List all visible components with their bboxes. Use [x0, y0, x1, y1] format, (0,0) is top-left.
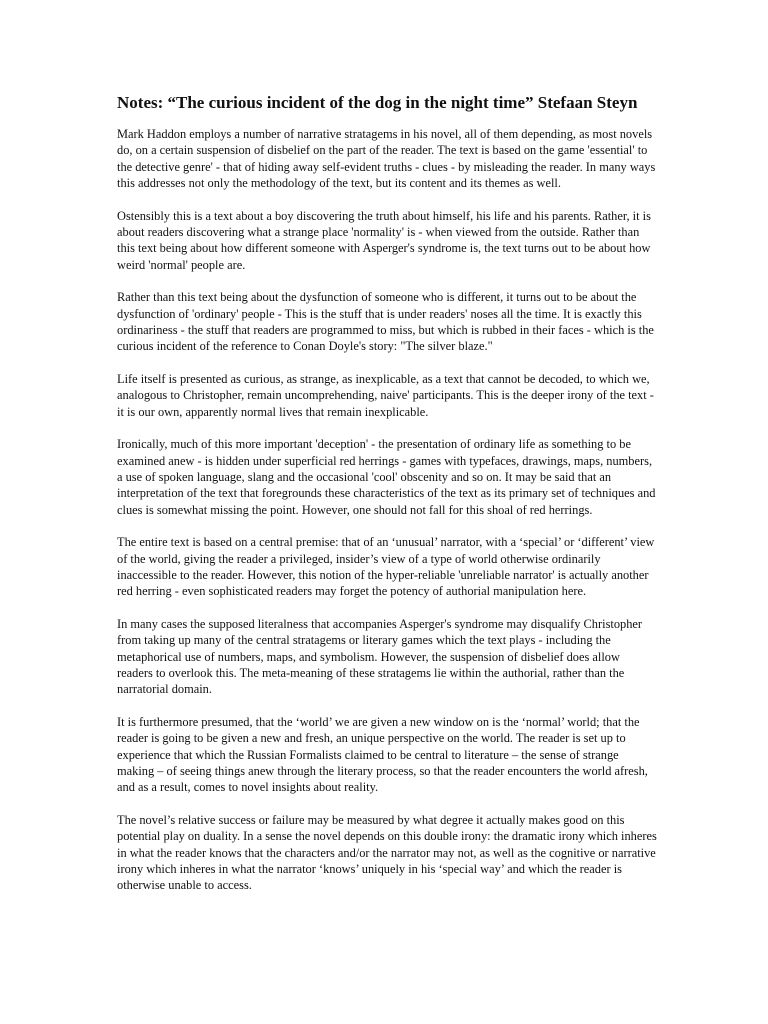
document-title: Notes: “The curious incident of the dog in the night time” Stefaan Steyn — [117, 93, 638, 112]
paragraph-8: It is furthermore presumed, that the ‘world’ we are given a new window on is the ‘normal’ world; that the reader is going to be given a new and fresh, an unique perspective on the world. The reader is set up to experience that which the Russian Formalists claimed to be central to literature – the sense of strange making – of seeing things anew through the literary process, so that the reader encounters the world afresh, and as a result, comes to novel insights about reality. — [117, 714, 648, 795]
paragraph-6: The entire text is based on a central premise: that of an ‘unusual’ narrator, with a ‘special’ or ‘different’ view of the world, giving the reader a privileged, insider’s view of a type of world otherwise ordinarily inaccessible to the reader. However, this notion of the hyper-reliable 'unreliable narrator' is actually another red herring - even sophisticated readers may forget the potency of authorial manipulation here. — [117, 535, 655, 599]
paragraph-4: Life itself is presented as curious, as strange, as inexplicable, as a text that cannot be decoded, to which we, analogous to Christopher, remain uncomprehending, naive' participants. This is the deeper irony of the text - it is our own, apparently normal lives that remain inexplicable. — [117, 371, 654, 419]
paragraph-1: Mark Haddon employs a number of narrative stratagems in his novel, all of them depending, as most novels do, on a certain suspension of disbelief on the part of the reader. The text is based on the game 'essential' to the detective genre' - that of hiding away self-evident truths - clues - by misleading the reader. In many ways this addresses not only the methodology of the text, but its content and its themes as well. — [117, 127, 656, 191]
paragraph-2: Ostensibly this is a text about a boy discovering the truth about himself, his life and his parents. Rather, it is about readers discovering what a strange place 'normality' is - when viewed from the outside. Rather than this text being about how different someone with Asperger's syndrome is, the text turns out to be about how weird 'normal' people are. — [117, 208, 651, 272]
paragraph-9: The novel’s relative success or failure may be measured by what degree it actually makes good on this potential play on duality. In a sense the novel depends on this double irony: the dramatic irony which inheres in what the reader knows that the characters and/or the narrator may not, as well as the cognitive or narrative irony which inheres in what the narrator ‘knows’ uniquely in his ‘special way’ and which the reader is otherwise unable to access. — [117, 812, 657, 893]
paragraph-3: Rather than this text being about the dysfunction of someone who is different, it turns out to be about the dysfunction of 'ordinary' people - This is the stuff that is under readers' noses all the time. It is exactly this ordinariness - the stuff that readers are programmed to miss, but which is rubbed in their faces - which is the curious incident of the reference to Conan Doyle's story: "The silver blaze." — [117, 290, 654, 354]
document-page — [117, 92, 657, 910]
paragraph-5: Ironically, much of this more important 'deception' - the presentation of ordinary life as something to be examined anew - is hidden under superficial red herrings - games with typefaces, drawings, maps, numbers, a use of spoken language, slang and the occasional 'cool' obscenity and so on. It may be said that an interpretation of the text that foregrounds these characteristics of the text as its primary set of techniques and clues is somewhat missing the point. However, one should not fall for this shoal of red herrings. — [117, 437, 656, 517]
paragraph-7: In many cases the supposed literalness that accompanies Asperger's syndrome may disqualify Christopher from taking up many of the central stratagems or literary games which the text plays - including the metaphorical use of numbers, maps, and symbolism. However, the suspension of disbelief does allow readers to overlook this. The meta-meaning of these stratagems lie within the authorial, rather than the narratorial domain. — [117, 616, 643, 697]
